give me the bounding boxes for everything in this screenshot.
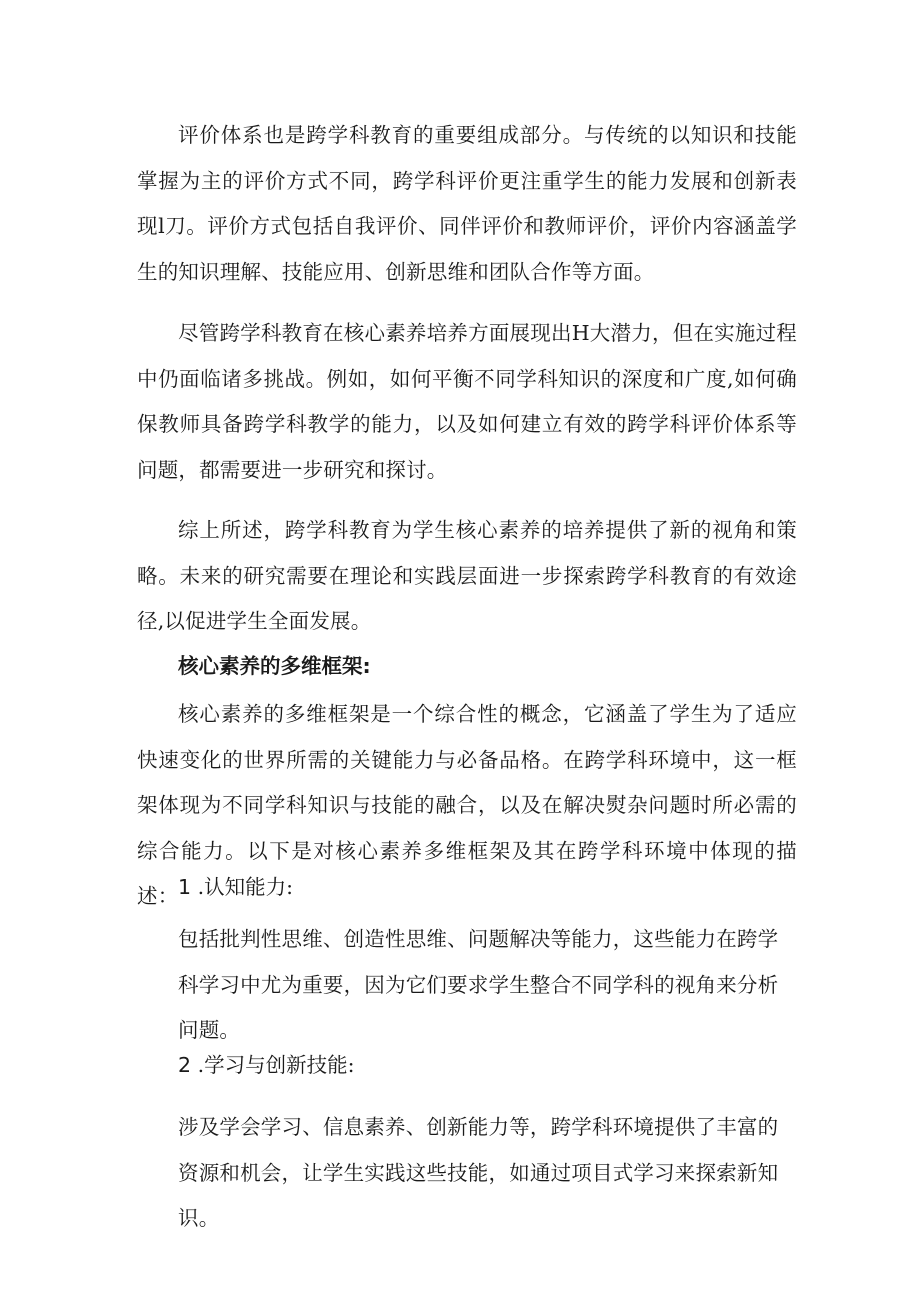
list-item-number: 1 [178,875,192,899]
paragraph-framework-intro: 核心素养的多维框架是一个综合性的概念，它涵盖了学生为了适应快速变化的世界所需的关键能力与必备品格。在跨学科环境中，这一框架体现为不同学科知识与技能的融合，以及在解决熨杂问题时所必需的综合能力。以下是对核心素养多维框架及其在跨学科环境中体现的描述： [137,702,797,908]
list-item-number: 2 [178,1053,192,1077]
list-item-body: 包括批判性思维、创造性思维、问题解决等能力，这些能力在跨学科学习中尤为重要，因为它们要求学生整合不同学科的视角来分析问题。 [178,927,779,1042]
list-item-title [178,872,293,902]
list-item-title-text: .认知能力: [191,875,293,899]
section-heading: 核心素养的多维框架: [178,654,371,678]
list-item-title [178,1050,355,1080]
paragraph-challenges: 尽管跨学科教育在核心素养培养方面展现出H大潜力，但在实施过程中仍面临诸多挑战。例如，如何平衡不同学科知识的深度和广度,如何确保教师具备跨学科教学的能力，以及如何建立有效的跨学科评价体系等问题，都需要进一步研究和探讨。 [137,321,797,482]
paragraph-conclusion: 综上所述，跨学科教育为学生核心素养的培养提供了新的视角和策略。未来的研究需要在理论和实践层面进一步探索跨学科教育的有效途径,以促进学生全面发展。 [137,518,797,633]
paragraph-evaluation: 评价体系也是跨学科教育的重要组成部分。与传统的以知识和技能掌握为主的评价方式不同，跨学科评价更注重学生的能力发展和创新表现l刀。评价方式包括自我评价、同伴评价和教师评价，评价内容涵盖学生的知识理解、技能应用、创新思维和团队合作等方面。 [137,123,797,284]
list-item-title-text: .学习与创新技能: [191,1053,355,1077]
list-item-body: 涉及学会学习、信息素养、创新能力等，跨学科环境提供了丰富的资源和机会，让学生实践这些技能，如通过项目式学习来探索新知识。 [178,1115,779,1230]
